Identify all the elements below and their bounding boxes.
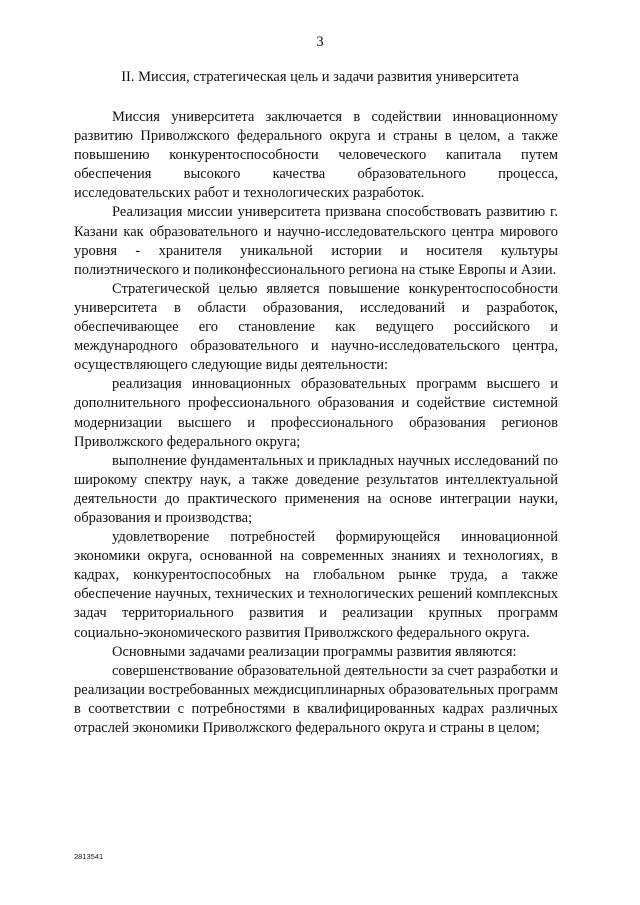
document-code: 2813541 (74, 852, 104, 861)
page-number: 3 (316, 34, 324, 50)
body-text (74, 108, 558, 738)
paragraph-mission-implementation: Реализация миссии университета призвана способствовать развитию г. Казани как образовательного и научно-исследовательского центра мирового уровня - хранителя уникальной истории и носителя культуры полиэтнического и поликонфессионального региона на стыке Европы и Азии. (74, 204, 558, 278)
paragraph-activity-education: реализация инновационных образовательных программ высшего и дополнительного профессионального образования и содействие системной модернизации высшего и профессионального образования регионов Приволжского федерального округа; (74, 376, 558, 450)
section-heading: II. Миссия, стратегическая цель и задачи развития университета (121, 69, 519, 85)
paragraph-tasks-intro: Основными задачами реализации программы развития являются: (112, 643, 517, 660)
paragraph-mission: Миссия университета заключается в содействии инновационному развитию Приволжского федерального округа и страны в целом, а также повышению конкурентоспособности человеческого капитала путем обеспечения высокого качества образовательного процесса, исследовательских работ и технологических разработок. (74, 109, 558, 202)
paragraph-strategic-goal: Стратегической целью является повышение конкурентоспособности университета в области образования, исследований и разработок, обеспечивающее его становление как ведущего российского и международного образовательного и научно-исследовательского центра, осуществляющего следующие виды деятельности: (74, 280, 558, 374)
paragraph-activity-workforce: удовлетворение потребностей формирующейся инновационной экономики округа, основанной на современных знаниях и технологиях, в кадрах, конкурентоспособных на глобальном рынке труда, а также обеспечение научных, технических и технологических решений комплексных задач территориального развития и реализации крупных программ социально-экономического развития Приволжского федерального округа. (74, 529, 558, 641)
paragraph-task-programs: совершенствование образовательной деятельности за счет разработки и реализации востребованных междисциплинарных образовательных программ в соответствии с потребностями в квалифицированных кадрах различных отраслей экономики Приволжского федерального округа и страны в целом; (74, 662, 558, 736)
paragraph-activity-research: выполнение фундаментальных и прикладных научных исследований по широкому спектру наук, а также доведение результатов интеллектуальной деятельности до практического применения на основе интеграции науки, образования и производства; (74, 452, 558, 526)
